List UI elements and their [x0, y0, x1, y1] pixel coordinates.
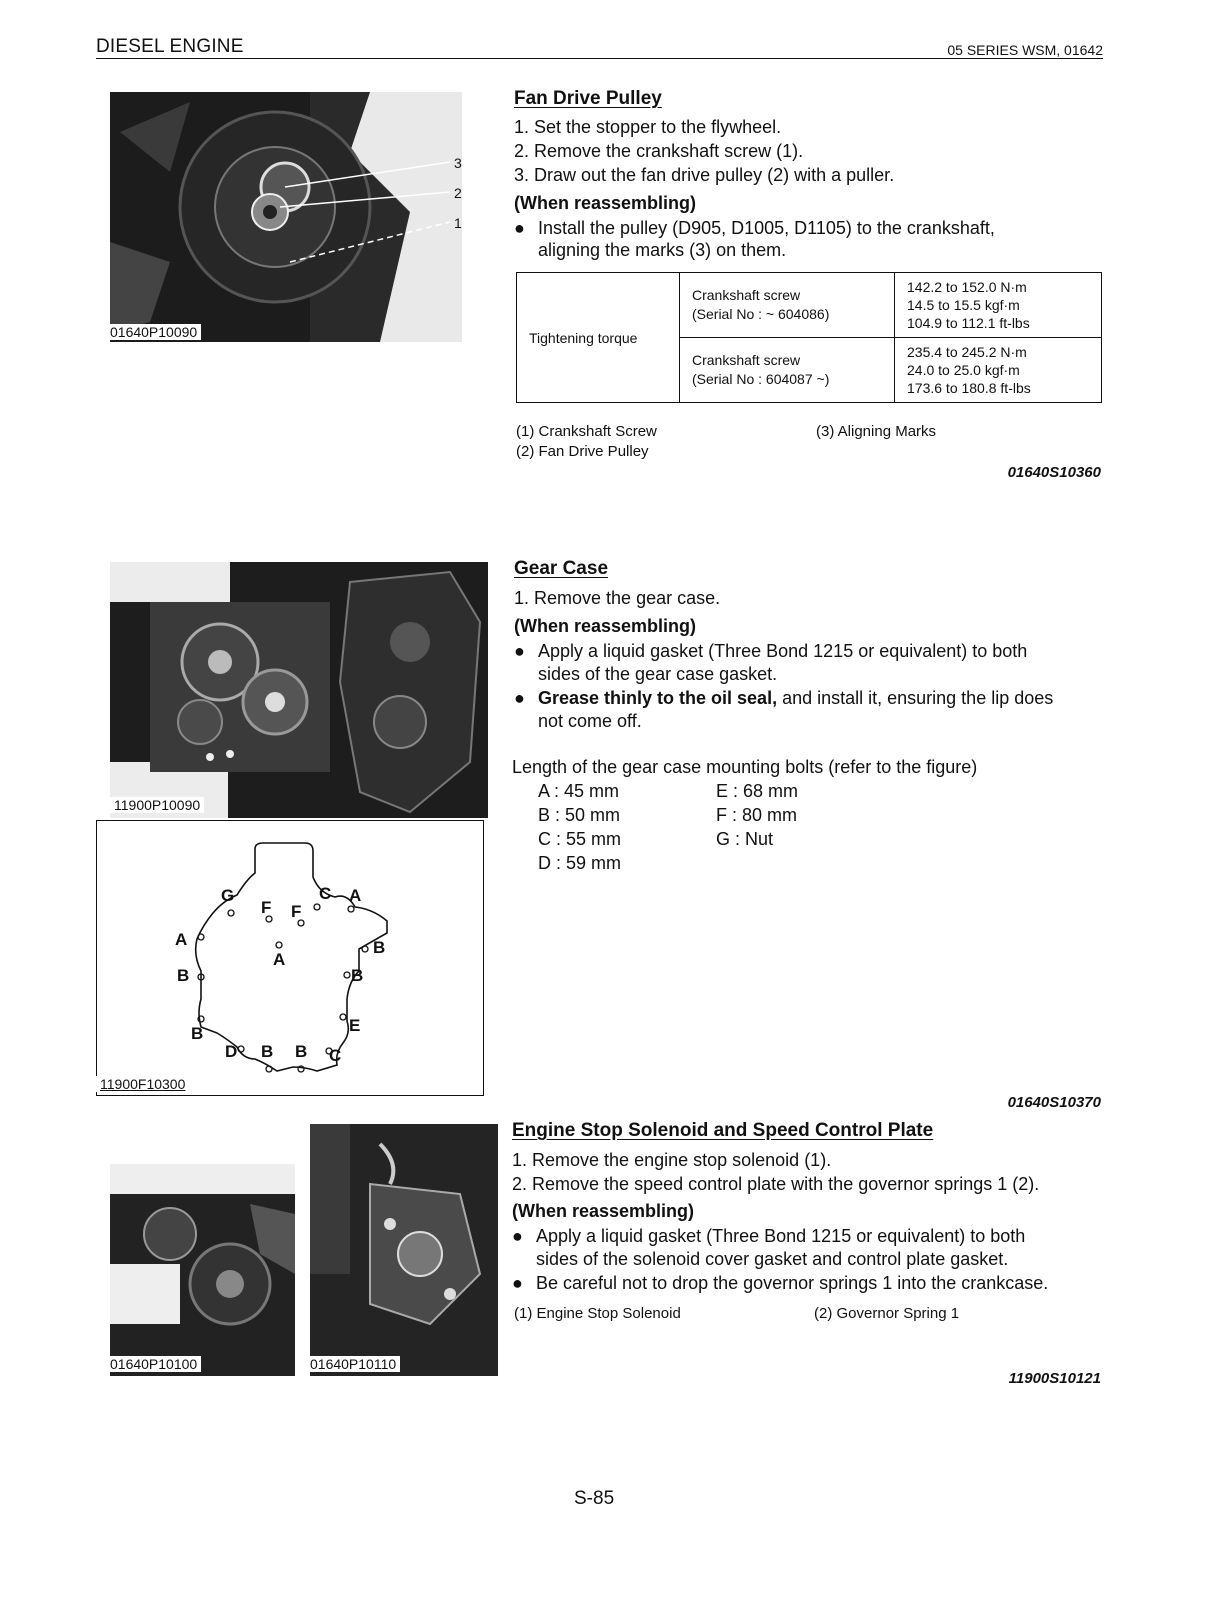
stop-when-reassembling: (When reassembling)	[512, 1201, 695, 1221]
callout-1: 1	[454, 215, 462, 231]
bolt-length-a: A : 45 mm	[538, 781, 620, 801]
stop-section-title: Engine Stop Solenoid and Speed Control Plate	[512, 1120, 934, 1141]
gear-case-illustration	[110, 562, 488, 818]
fan-legend-3: (3) Aligning Marks	[816, 423, 937, 440]
fan-step-1: 1. Set the stopper to the flywheel.	[514, 117, 782, 137]
stop-bullet-1: ● Apply a liquid gasket (Three Bond 1215 or equivalent) to both	[512, 1226, 1026, 1246]
bolt-length-e: E : 68 mm	[716, 781, 799, 801]
bolt-length-title: Length of the gear case mounting bolts (refer to the figure)	[512, 757, 978, 777]
stop-step-1: 1. Remove the engine stop solenoid (1).	[512, 1150, 832, 1170]
diagram-label-b6: B	[295, 1042, 308, 1061]
diagram-label-b4: B	[191, 1024, 204, 1043]
diagram-label-a3: A	[273, 950, 286, 969]
diagram-label-d: D	[225, 1042, 238, 1061]
fan-legend-1: (1) Crankshaft Screw	[516, 423, 657, 440]
torque-row1-values-cell: 142.2 to 152.0 N·m 14.5 to 15.5 kgf·m 104.9 to 112.1 ft-lbs	[895, 273, 1102, 338]
stop-legend-1: (1) Engine Stop Solenoid	[514, 1305, 681, 1322]
gear-section-title: Gear Case	[514, 558, 609, 579]
gear-when-reassembling: (When reassembling)	[514, 616, 697, 636]
gear-case-bolt-diagram	[96, 820, 484, 1096]
bullet-dot-icon: ●	[514, 218, 525, 238]
diagram-label-f2: F	[291, 902, 302, 921]
gear-bullet-2: ● Grease thinly to the oil seal, and install it, ensuring the lip does	[514, 688, 1054, 708]
bullet-dot-icon: ●	[514, 688, 525, 708]
bullet-dot-icon: ●	[512, 1226, 523, 1246]
solenoid-illustration	[110, 1164, 295, 1376]
fan-legend-2: (2) Fan Drive Pulley	[516, 443, 649, 460]
fan-bullet-1: ● Install the pulley (D905, D1005, D1105) to the crankshaft,	[514, 218, 995, 238]
diagram-label-f1: F	[261, 898, 272, 917]
callout-2: 2	[454, 185, 462, 201]
fan-step-3: 3. Draw out the fan drive pulley (2) with a puller.	[514, 165, 895, 185]
torque-label-cell: Tightening torque	[517, 273, 680, 403]
header-rule	[96, 58, 1103, 59]
callout-3: 3	[454, 155, 462, 171]
gear-case-photo	[110, 562, 488, 818]
diagram-label-b5: B	[261, 1042, 274, 1061]
bolt-length-g: G : Nut	[716, 829, 774, 849]
gear-bullet-1-cont: sides of the gear case gasket.	[538, 664, 778, 684]
diagram-label-b2: B	[177, 966, 190, 985]
fan-drive-pulley-photo	[110, 92, 462, 342]
page-number: S-85	[574, 1488, 615, 1509]
fan-section-title: Fan Drive Pulley	[514, 88, 662, 109]
diagram-label-c2: C	[329, 1046, 342, 1065]
tightening-torque-table	[516, 272, 1102, 403]
bullet-dot-icon: ●	[512, 1273, 523, 1293]
gear-photo-caption: 11900P10090	[110, 797, 204, 813]
speed-control-plate-photo	[310, 1124, 498, 1376]
fan-pulley-illustration	[110, 92, 462, 342]
gear-bullet-2-cont: not come off.	[538, 711, 642, 731]
fan-bullet-1-cont: aligning the marks (3) on them.	[538, 240, 787, 260]
diagram-label-a1: A	[349, 886, 362, 905]
stop-reference-code: 11900S10121	[1008, 1370, 1101, 1387]
fan-photo-caption: 01640P10090	[106, 324, 201, 340]
bolt-length-b: B : 50 mm	[538, 805, 621, 825]
diagram-label-b1: B	[373, 938, 386, 957]
bullet-dot-icon: ●	[514, 641, 525, 661]
gear-step-1: 1. Remove the gear case.	[514, 588, 721, 608]
engine-stop-solenoid-photo	[110, 1164, 295, 1376]
torque-row2-values-cell: 235.4 to 245.2 N·m 24.0 to 25.0 kgf·m 173.6 to 180.8 ft-lbs	[895, 338, 1102, 403]
bolt-length-f: F : 80 mm	[716, 805, 798, 825]
diagram-label-c1: C	[319, 884, 332, 903]
diagram-label-a2: A	[175, 930, 188, 949]
torque-row1-screw-cell: Crankshaft screw (Serial No : ~ 604086)	[680, 273, 895, 338]
header-section-title: DIESEL ENGINE	[96, 36, 244, 57]
gear-diagram-caption: 11900F10300	[96, 1076, 189, 1092]
diagram-label-g: G	[221, 886, 235, 905]
stop-bullet-2: ● Be careful not to drop the governor springs 1 into the crankcase.	[512, 1273, 1049, 1293]
gear-case-outline-drawing	[97, 821, 485, 1097]
fan-when-reassembling: (When reassembling)	[514, 193, 697, 213]
fan-reference-code: 01640S10360	[1007, 464, 1101, 481]
fan-step-2: 2. Remove the crankshaft screw (1).	[514, 141, 804, 161]
diagram-label-b3: B	[351, 966, 364, 985]
plate-photo-caption: 01640P10110	[306, 1356, 400, 1372]
bolt-length-d: D : 59 mm	[538, 853, 622, 873]
control-plate-illustration	[310, 1124, 498, 1376]
gear-bullet-1: ● Apply a liquid gasket (Three Bond 1215 or equivalent) to both	[514, 641, 1028, 661]
header-manual-id: 05 SERIES WSM, 01642	[947, 42, 1103, 58]
stop-legend-2: (2) Governor Spring 1	[814, 1305, 960, 1322]
gear-reference-code: 01640S10370	[1007, 1094, 1101, 1111]
diagram-label-e: E	[349, 1016, 361, 1035]
stop-bullet-1-cont: sides of the solenoid cover gasket and control plate gasket.	[536, 1249, 1009, 1269]
bolt-length-c: C : 55 mm	[538, 829, 622, 849]
solenoid-photo-caption: 01640P10100	[106, 1356, 201, 1372]
stop-step-2: 2. Remove the speed control plate with the governor springs 1 (2).	[512, 1174, 1040, 1194]
torque-row2-screw-cell: Crankshaft screw (Serial No : 604087 ~)	[680, 338, 895, 403]
